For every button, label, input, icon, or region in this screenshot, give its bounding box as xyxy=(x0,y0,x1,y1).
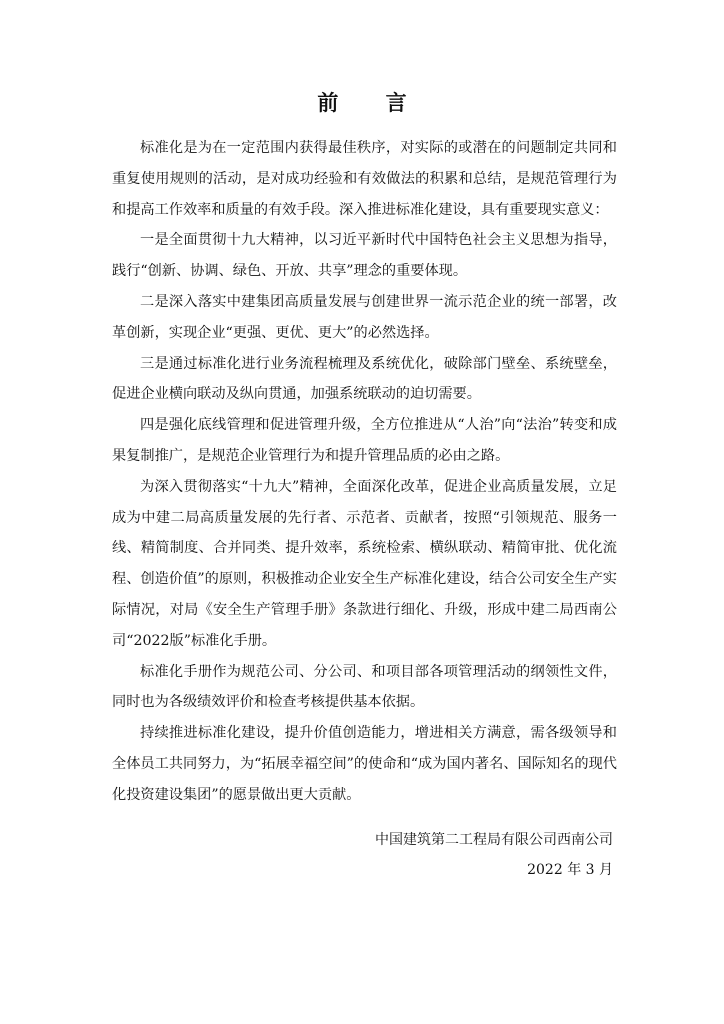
paragraph-implementation: 为深入贯彻落实“十九大”精神，全面深化改革，促进企业高质量发展，立足成为中建二局高质量发展的先行者、示范者、贡献者，按照“引领规范、服务一线、精简制度、合并同类、提升效率，系统检索、横纵联动、精简审批、优化流程、创造价值”的原则，积极推动企业安全生产标准化建设，结合公司安全生产实际情况，对局《安全生产管理手册》条款进行细化、升级，形成中建二局西南公司“2022版”标准化手册。 xyxy=(112,478,617,649)
paragraph-closing: 持续推进标准化建设，提升价值创造能力，增进相关方满意，需各级领导和全体员工共同努力，为“拓展幸福空间”的使命和“成为国内著名、国际知名的现代化投资建设集团”的愿景做出更大贡献。 xyxy=(112,725,617,803)
paragraph-point-four: 四是强化底线管理和促进管理升级，全方位推进从“人治”向“法治”转变和成果复制推广，是规范企业管理行为和提升管理品质的必由之路。 xyxy=(112,417,617,464)
preface-body xyxy=(112,133,617,811)
paragraph-point-one: 一是全面贯彻十九大精神，以习近平新时代中国特色社会主义思想为指导，践行“创新、协调、绿色、开放、共享”理念的重要体现。 xyxy=(112,232,617,280)
paragraph-intro: 标准化是为在一定范围内获得最佳秩序，对实际的或潜在的问题制定共同和重复使用规则的活动，是对成功经验和有效做法的积累和总结，是规范管理行为和提高工作效率和质量的有效手段。深入推进标准化建设，具有重要现实意义： xyxy=(112,140,617,218)
paragraph-manual-purpose: 标准化手册作为规范公司、分公司、和项目部各项管理活动的纲领性文件，同时也为各级绩效评价和检查考核提供基本依据。 xyxy=(112,663,617,711)
page-title: 前 言 xyxy=(317,90,427,115)
signature-date: 2022 年 3 月 xyxy=(527,862,613,878)
signature-organization: 中国建筑第二工程局有限公司西南公司 xyxy=(375,832,613,848)
paragraph-point-three: 三是通过标准化进行业务流程梳理及系统优化，破除部门壁垒、系统壁垒，促进企业横向联动及纵向贯通，加强系统联动的迫切需要。 xyxy=(112,355,617,403)
signature-block xyxy=(375,825,613,885)
paragraph-point-two: 二是深入落实中建集团高质量发展与创建世界一流示范企业的统一部署，改革创新，实现企业“更强、更优、更大”的必然选择。 xyxy=(112,293,617,341)
